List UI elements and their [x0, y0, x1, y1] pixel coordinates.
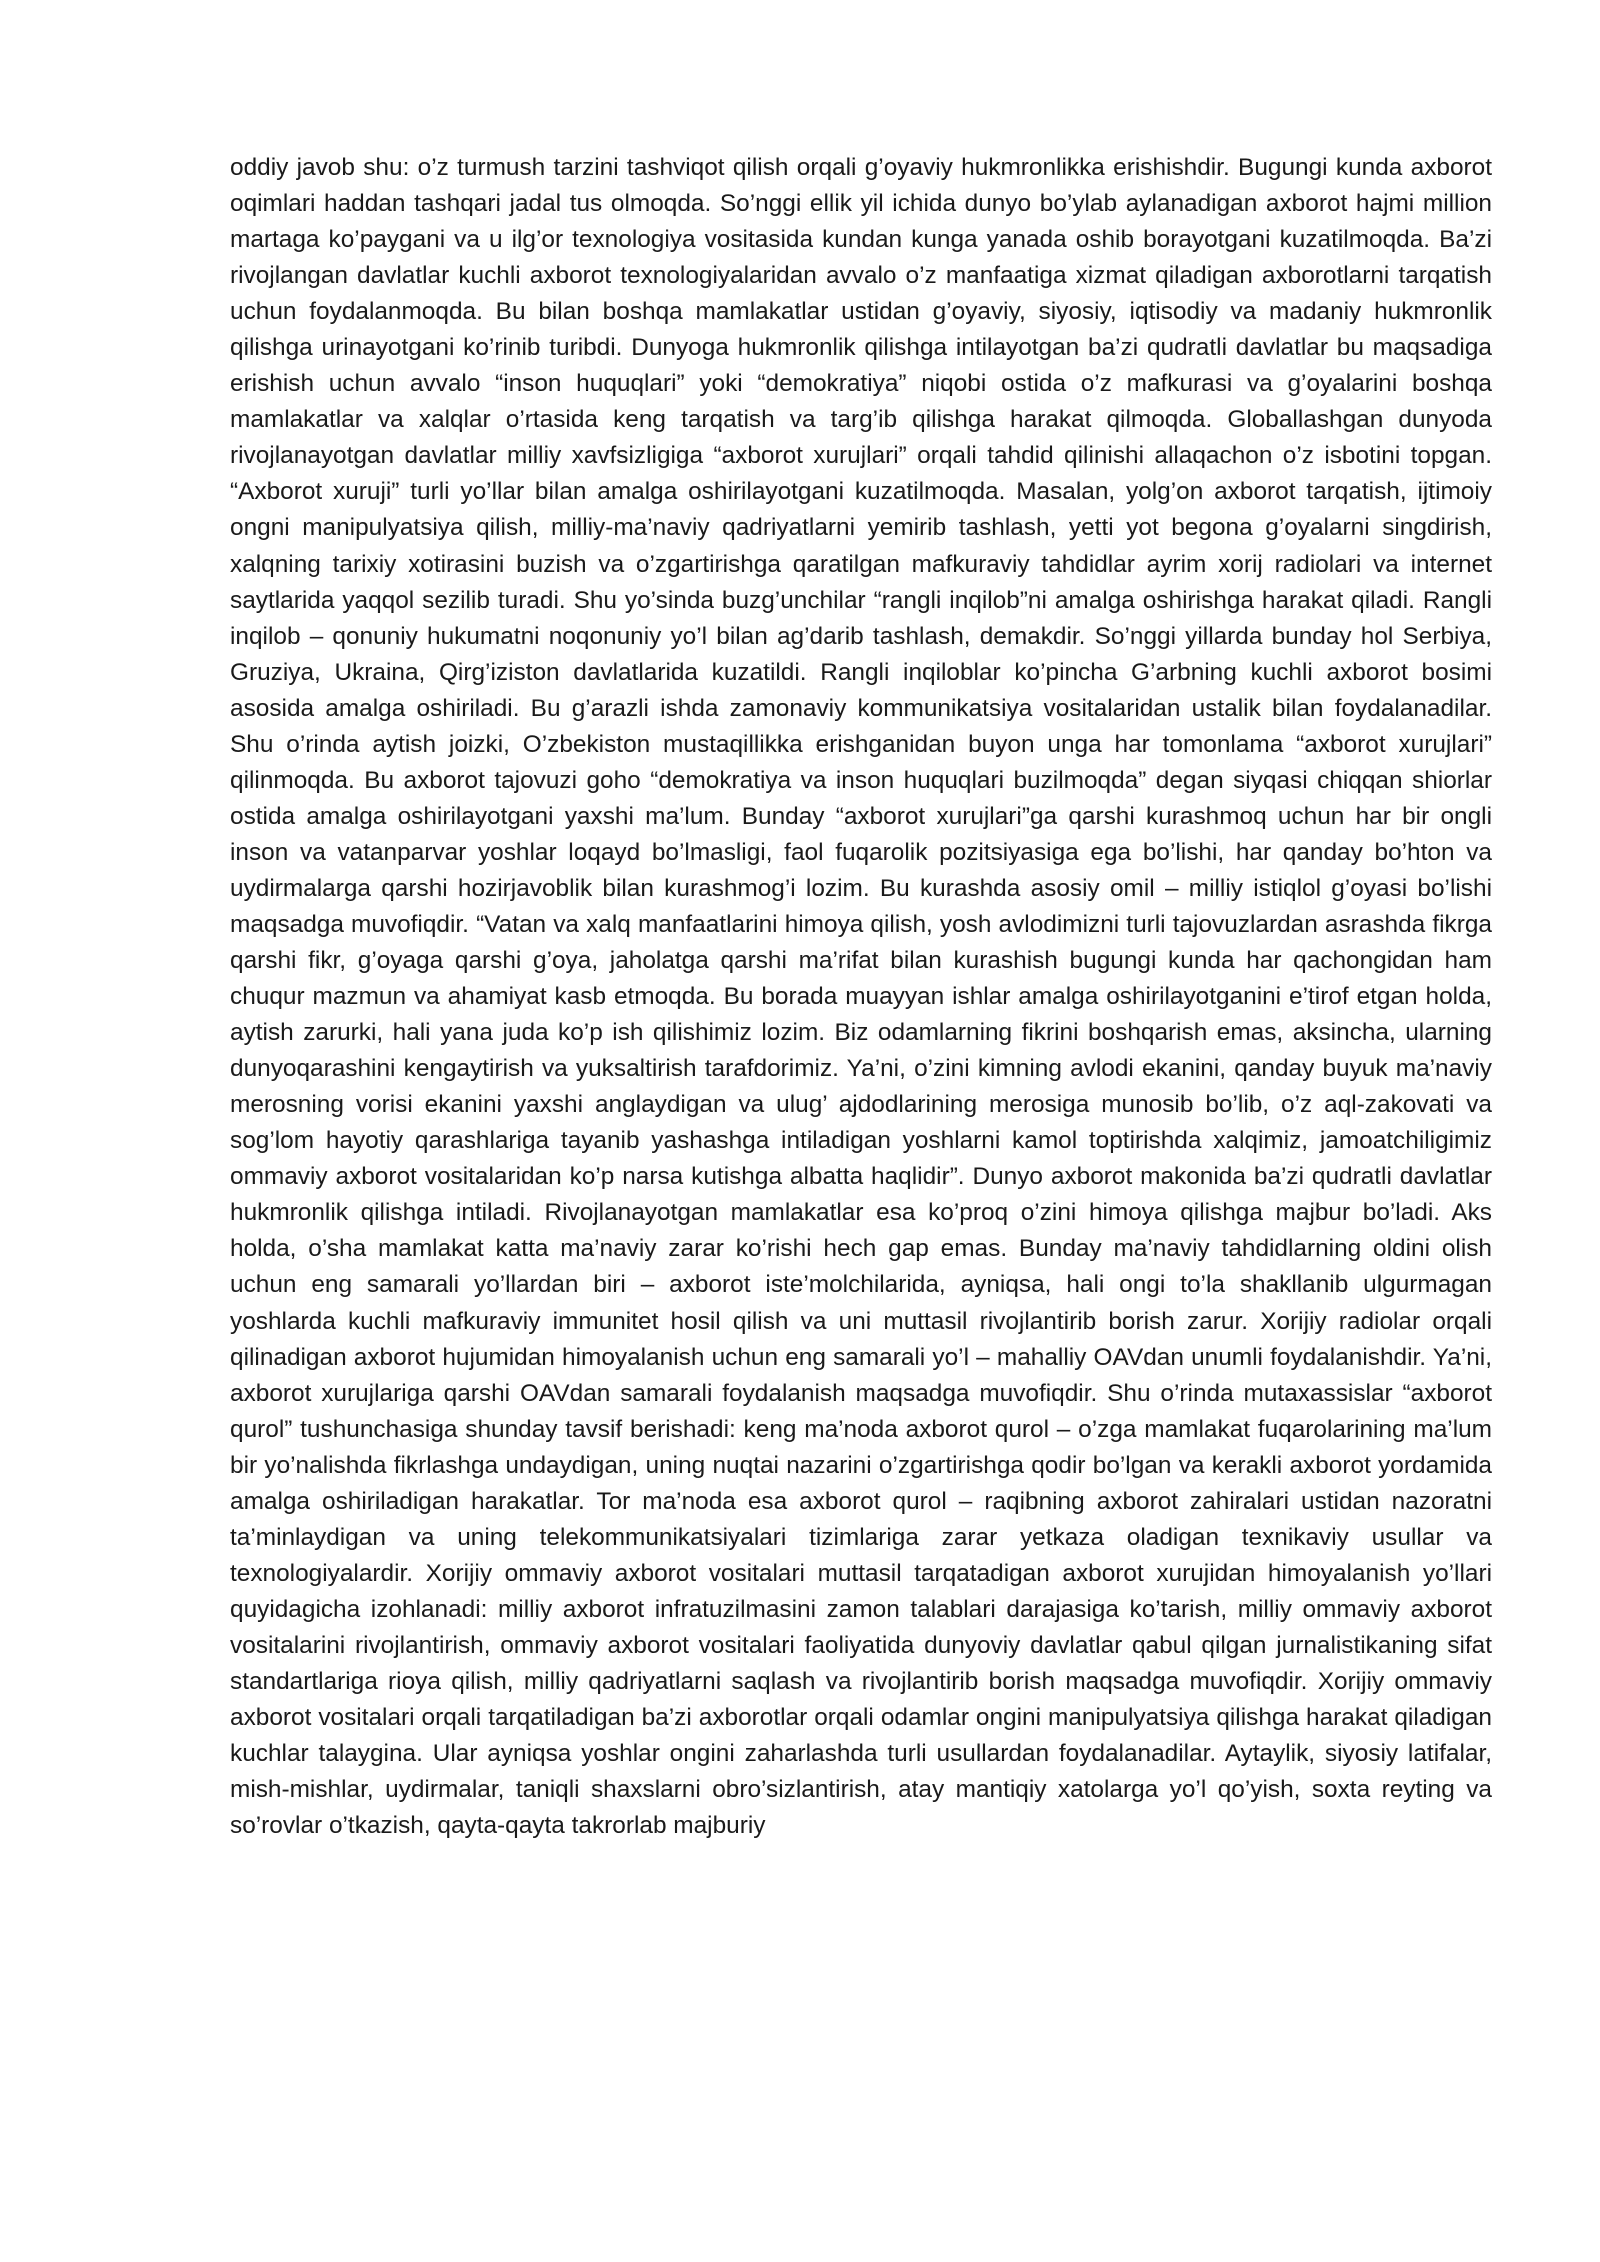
document-page: [230, 150, 1492, 2100]
body-paragraph: oddiy javob shu: o’z turmush tarzini tashviqot qilish orqali g’oyaviy hukmronlikka erishishdir. Bugungi kunda axborot oqimlari haddan tashqari jadal tus olmoqda. So’nggi ellik yil ichida dunyo bo’ylab aylanadigan axborot hajmi million martaga ko’paygani va u ilg’or texnologiya vositasida kundan kunga yanada oshib borayotgani kuzatilmoqda. Ba’zi rivojlangan davlatlar kuchli axborot texnologiyalaridan avvalo o’z manfaatiga xizmat qiladigan axborotlarni tarqatish uchun foydalanmoqda. Bu bilan boshqa mamlakatlar ustidan g’oyaviy, siyosiy, iqtisodiy va madaniy hukmronlik qilishga urinayotgani ko’rinib turibdi. Dunyoga hukmronlik qilishga intilayotgan ba’zi qudratli davlatlar bu maqsadiga erishish uchun avvalo “inson huquqlari” yoki “demokratiya” niqobi ostida o’z mafkurasi va g’oyalarini boshqa mamlakatlar va xalqlar o’rtasida keng tarqatish va targ’ib qilishga harakat qilmoqda. Globallashgan dunyoda rivojlanayotgan davlatlar milliy xavfsizligiga “axborot xurujlari” orqali tahdid qilinishi allaqachon o’z isbotini topgan. “Axborot xuruji” turli yo’llar bilan amalga oshirilayotgani kuzatilmoqda. Masalan, yolg’on axborot tarqatish, ijtimoiy ongni manipulyatsiya qilish, milliy-ma’naviy qadriyatlarni yemirib tashlash, yetti yot begona g’oyalarni singdirish, xalqning tarixiy xotirasini buzish va o’zgartirishga qaratilgan mafkuraviy tahdidlar ayrim xorij radiolari va internet saytlarida yaqqol sezilib turadi. Shu yo’sinda buzg’unchilar “rangli inqilob”ni amalga oshirishga harakat qiladi. Rangli inqilob – qonuniy hukumatni noqonuniy yo’l bilan ag’darib tashlash, demakdir. So’nggi yillarda bunday hol Serbiya, Gruziya, Ukraina, Qirg’iziston davlatlarida kuzatildi. Rangli inqiloblar ko’pincha G’arbning kuchli axborot bosimi asosida amalga oshiriladi. Bu g’arazli ishda zamonaviy kommunikatsiya vositalaridan ustalik bilan foydalanadilar. Shu o’rinda aytish joizki, O’zbekiston mustaqillikka erishganidan buyon unga har tomonlama “axborot xurujlari” qilinmoqda. Bu axborot tajovuzi goho “demokratiya va inson huquqlari buzilmoqda” degan siyqasi chiqqan shiorlar ostida amalga oshirilayotgani yaxshi ma’lum. Bunday “axborot xurujlari”ga qarshi kurashmoq uchun har bir ongli inson va vatanparvar yoshlar loqayd bo’lmasligi, faol fuqarolik pozitsiyasiga ega bo’lishi, har qanday bo’hton va uydirmalarga qarshi hozirjavoblik bilan kurashmog’i lozim. Bu kurashda asosiy omil – milliy istiqlol g’oyasi bo’lishi maqsadga muvofiqdir. “Vatan va xalq manfaatlarini himoya qilish, yosh avlodimizni turli tajovuzlardan asrashda fikrga qarshi fikr, g’oyaga qarshi g’oya, jaholatga qarshi ma’rifat bilan kurashish bugungi kunda har qachongidan ham chuqur mazmun va ahamiyat kasb etmoqda. Bu borada muayyan ishlar amalga oshirilayotganini e’tirof etgan holda, aytish zarurki, hali yana juda ko’p ish qilishimiz lozim. Biz odamlarning fikrini boshqarish emas, aksincha, ularning dunyoqarashini kengaytirish va yuksaltirish tarafdorimiz. Ya’ni, o’zini kimning avlodi ekanini, qanday buyuk ma’naviy merosning vorisi ekanini yaxshi anglaydigan va ulug’ ajdodlarining merosiga munosib bo’lib, o’z aql-zakovati va sog’lom hayotiy qarashlariga tayanib yashashga intiladigan yoshlarni kamol toptirishda xalqimiz, jamoatchiligimiz ommaviy axborot vositalaridan ko’p narsa kutishga albatta haqlidir”. Dunyo axborot makonida ba’zi qudratli davlatlar hukmronlik qilishga intiladi. Rivojlanayotgan mamlakatlar esa ko’proq o’zini himoya qilishga majbur bo’ladi. Aks holda, o’sha mamlakat katta ma’naviy zarar ko’rishi hech gap emas. Bunday ma’naviy tahdidlarning oldini olish uchun eng samarali yo’llardan biri – axborot iste’molchilarida, ayniqsa, hali ongi to’la shakllanib ulgurmagan yoshlarda kuchli mafkuraviy immunitet hosil qilish va uni muttasil rivojlantirib borish zarur. Xorijiy radiolar orqali qilinadigan axborot hujumidan himoyalanish uchun eng samarali yo’l – mahalliy OAVdan unumli foydalanishdir. Ya’ni, axborot xurujlariga qarshi OAVdan samarali foydalanish maqsadga muvofiqdir. Shu o’rinda mutaxassislar “axborot qurol” tushunchasiga shunday tavsif berishadi: keng ma’noda axborot qurol – o’zga mamlakat fuqarolarining ma’lum bir yo’nalishda fikrlashga undaydigan, uning nuqtai nazarini o’zgartirishga qodir bo’lgan va kerakli axborot yordamida amalga oshiriladigan harakatlar. Tor ma’noda esa axborot qurol – raqibning axborot zahiralari ustidan nazoratni ta’minlaydigan va uning telekommunikatsiyalari tizimlariga zarar yetkaza oladigan texnikaviy usullar va texnologiyalardir. Xorijiy ommaviy axborot vositalari muttasil tarqatadigan axborot xurujidan himoyalanish yo’llari quyidagicha izohlanadi: milliy axborot infratuzilmasini zamon talablari darajasiga ko’tarish, milliy ommaviy axborot vositalarini rivojlantirish, ommaviy axborot vositalari faoliyatida dunyoviy davlatlar qabul qilgan jurnalistikaning sifat standartlariga rioya qilish, milliy qadriyatlarni saqlash va rivojlantirib borish maqsadga muvofiqdir. Xorijiy ommaviy axborot vositalari orqali tarqatiladigan ba’zi axborotlar orqali odamlar ongini manipulyatsiya qilishga harakat qiladigan kuchlar talaygina. Ular ayniqsa yoshlar ongini zaharlashda turli usullardan foydalanadilar. Aytaylik, siyosiy latifalar, mish-mishlar, uydirmalar, taniqli shaxslarni obro’sizlantirish, atay mantiqiy xatolarga yo’l qo’yish, soxta reyting va so’rovlar o’tkazish, qayta-qayta takrorlab majburiy: [230, 154, 1492, 1840]
